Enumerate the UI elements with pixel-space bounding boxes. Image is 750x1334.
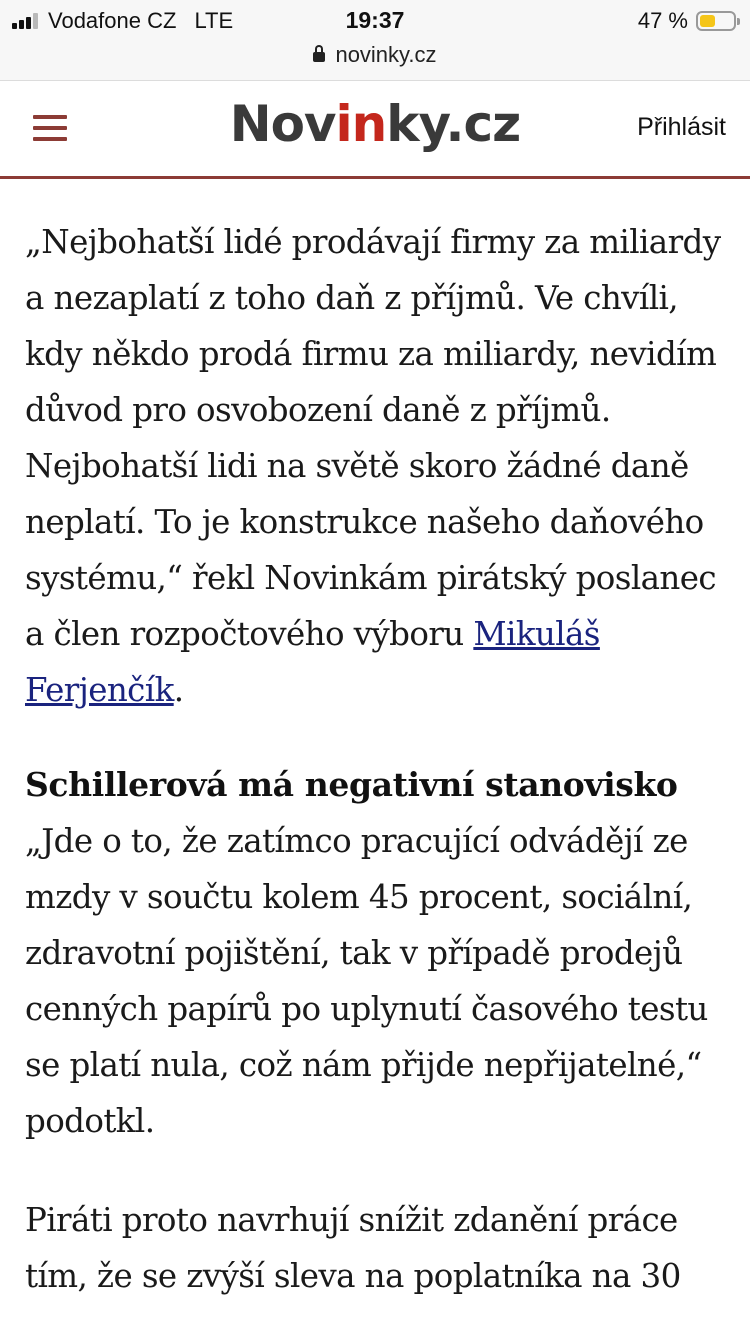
clock: 19:37 <box>345 7 405 33</box>
paragraph-1-end: . <box>173 671 184 709</box>
paragraph-1-text: „Nejbohatší lidé prodávají firmy za miliardy a nezaplatí z toho daň z příjmů. Ve chvíli, kdy někdo prodá firmu za miliardy, nevidím důvod pro osvobození daně z příjmů. Nejbohatší lidi na světě skoro žádné daně neplatí. To je konstrukce našeho daňového systému,“ řekl Novinkám pirátský poslanec a člen rozpočtového výboru <box>25 223 721 653</box>
logo-part-accent: in <box>335 95 387 153</box>
login-button[interactable]: Přihlásit <box>637 113 726 141</box>
status-bar <box>0 0 750 81</box>
address-bar[interactable] <box>0 42 750 68</box>
site-header <box>0 81 750 179</box>
address-url: novinky.cz <box>335 42 437 67</box>
article-body <box>25 214 725 1304</box>
network-type: LTE <box>194 8 234 33</box>
article-paragraph-2: „Jde o to, že zatímco pracující odvádějí ze mzdy v součtu kolem 45 procent, sociální, zdravotní pojištění, tak v případě prodejů cenných papírů po uplynutí časového testu se platí nula, což nám přijde nepřijatelné,“ podotkl. <box>25 822 708 1140</box>
author-link-ferjencik[interactable]: Mikuláš Ferjenčík <box>25 615 600 709</box>
battery-percent: 47 % <box>637 8 688 33</box>
battery-fill <box>700 15 715 27</box>
article-paragraph-1 <box>25 214 725 718</box>
logo-part-3: ky.cz <box>386 95 521 153</box>
section-heading: Schillerová má negativní stanovisko <box>25 765 678 804</box>
lock-icon <box>313 52 325 62</box>
carrier-name: Vodafone CZ <box>48 8 177 33</box>
status-right <box>638 8 736 34</box>
battery-icon <box>696 11 736 31</box>
battery-cap <box>737 18 740 25</box>
article-paragraph-3: Piráti proto navrhují snížit zdanění práce tím, že se zvýší sleva na poplatníka na 30 <box>25 1201 681 1295</box>
logo-part-1: Nov <box>229 95 336 153</box>
